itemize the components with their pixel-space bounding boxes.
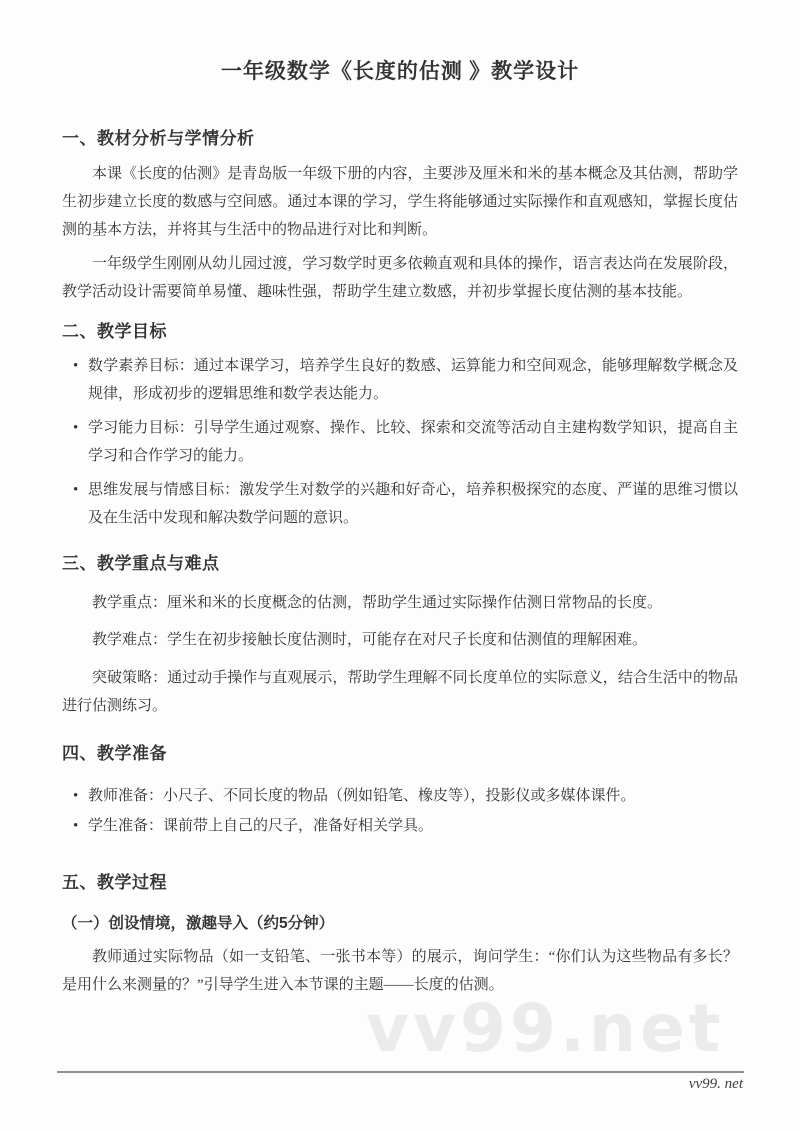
page-title: 一年级数学《长度的估测 》教学设计 <box>220 59 580 83</box>
section-heading-teaching-preparation: 四、教学准备 <box>62 744 167 763</box>
watermark: vv99.net <box>366 990 725 1067</box>
section-heading-key-difficult-points: 三、教学重点与难点 <box>62 554 220 573</box>
paragraph-student-analysis: 一年级学生刚刚从幼儿园过渡，学习数学时更多依赖直观和具体的操作，语言表达尚在发展阶段，教学活动设计需要简单易懂、趣味性强，帮助学生建立数感，并初步掌握长度估测的基本技能。 <box>62 256 738 300</box>
bullet-item-teacher-preparation: • 教师准备：小尺子、不同长度的物品（例如铅笔、橡皮等），投影仪或多媒体课件。 <box>62 782 738 810</box>
paragraph-breakthrough-strategy: 突破策略：通过动手操作与直观展示，帮助学生理解不同长度单位的实际意义，结合生活中的物品进行估测练习。 <box>62 670 738 714</box>
footer-divider-line <box>57 1071 744 1073</box>
section-heading-teaching-process: 五、教学过程 <box>62 873 167 892</box>
bullet-item-learning-ability-goal: • 学习能力目标：引导学生通过观察、操作、比较、探索和交流等活动自主建构数学知识，提高自主学习和合作学习的能力。 <box>62 414 738 470</box>
preparation-bullet-list <box>62 782 738 840</box>
bullet-item-student-preparation: • 学生准备：课前带上自己的尺子，准备好相关学具。 <box>62 812 738 840</box>
section-heading-material-analysis: 一、教材分析与学情分析 <box>62 129 255 148</box>
paragraph-teaching-difficulty: 教学难点：学生在初步接触长度估测时，可能存在对尺子长度和估测值的理解困难。 <box>92 632 648 648</box>
section-heading-teaching-goals: 二、教学目标 <box>62 322 167 341</box>
paragraph-teaching-key-point: 教学重点：厘米和米的长度概念的估测，帮助学生通过实际操作估测日常物品的长度。 <box>92 595 663 611</box>
bullet-item-thinking-emotion-goal: • 思维发展与情感目标：激发学生对数学的兴趣和好奇心，培养积极探究的态度、严谨的思维习惯以及在生活中发现和解决数学问题的意识。 <box>62 476 738 532</box>
goals-bullet-list <box>62 352 738 532</box>
bullet-item-math-literacy-goal: • 数学素养目标：通过本课学习，培养学生良好的数感、运算能力和空间观念，能够理解数学概念及规律，形成初步的逻辑思维和数学表达能力。 <box>62 352 738 408</box>
paragraph-material-analysis: 本课《长度的估测》是青岛版一年级下册的内容，主要涉及厘米和米的基本概念及其估测，帮助学生初步建立长度的数感与空间感。通过本课的学习，学生将能够通过实际操作和直观感知，掌握长度估测的基本方法，并将其与生活中的物品进行对比和判断。 <box>62 166 738 238</box>
subsection-heading-situation-introduction: （一）创设情境，激趣导入（约5分钟） <box>62 915 335 932</box>
paragraph-introduction-activity: 教师通过实际物品（如一支铅笔、一张书本等）的展示，询问学生：“你们认为这些物品有多长？是用什么来测量的？”引导学生进入本节课的主题——长度的估测。 <box>62 949 738 993</box>
footer-site-label: vv99. net <box>688 1076 743 1092</box>
